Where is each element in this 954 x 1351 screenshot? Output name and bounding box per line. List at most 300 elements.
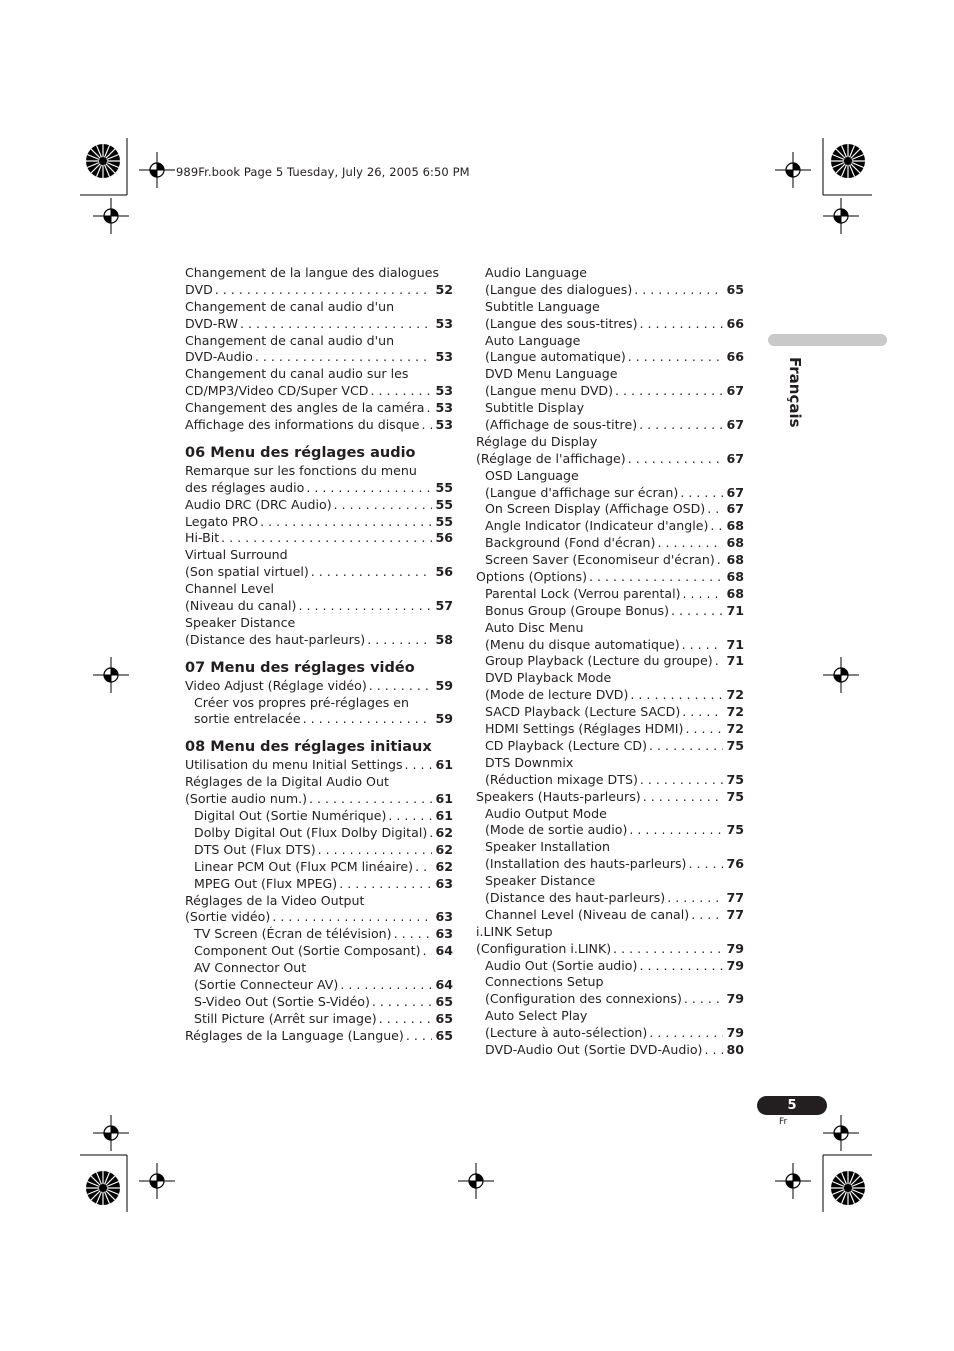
toc-leader-dots bbox=[392, 926, 433, 943]
toc-leader-dots bbox=[680, 704, 723, 721]
toc-entry-text: Créer vos propres pré-réglages en bbox=[194, 694, 409, 710]
toc-entry bbox=[185, 842, 453, 859]
toc-section-heading bbox=[185, 659, 453, 678]
toc-leader-dots bbox=[258, 514, 432, 531]
toc-page-number: 66 bbox=[726, 349, 744, 365]
toc-entry bbox=[476, 501, 744, 518]
toc-leader-dots bbox=[637, 958, 723, 975]
toc-entry-text: Changement de la langue des dialogues bbox=[185, 265, 440, 280]
toc-entry-text: DVD-Audio bbox=[185, 349, 253, 365]
toc-entry bbox=[476, 383, 744, 400]
toc-entry-text: MPEG Out (Flux MPEG) bbox=[194, 875, 338, 891]
toc-entry bbox=[476, 637, 744, 654]
toc-leader-dots bbox=[316, 842, 433, 859]
toc-leader-dots bbox=[309, 564, 433, 581]
toc-entry bbox=[476, 417, 744, 434]
toc-entry bbox=[476, 603, 744, 620]
toc-left-column bbox=[185, 265, 453, 1045]
toc-page-number: 56 bbox=[435, 564, 453, 580]
toc-entry-text: (Niveau du canal) bbox=[185, 598, 297, 614]
toc-leader-dots bbox=[686, 856, 723, 873]
toc-entry bbox=[185, 547, 453, 564]
toc-entry bbox=[185, 598, 453, 615]
toc-entry-text: TV Screen (Écran de télévision) bbox=[194, 926, 392, 942]
toc-leader-dots bbox=[337, 876, 432, 893]
toc-page-number: 80 bbox=[726, 1041, 744, 1057]
toc-page-number: 68 bbox=[726, 552, 744, 568]
toc-entry-text: Audio Out (Sortie audio) bbox=[485, 957, 638, 973]
toc-entry bbox=[476, 400, 744, 417]
toc-entry bbox=[185, 926, 453, 943]
toc-page-number: 65 bbox=[726, 281, 744, 297]
toc-entry bbox=[476, 535, 744, 552]
toc-entry bbox=[476, 991, 744, 1008]
toc-entry-text: DVD-Audio Out (Sortie DVD-Audio) bbox=[485, 1041, 703, 1057]
toc-leader-dots bbox=[669, 603, 723, 620]
toc-entry-text: Dolby Digital Out (Flux Dolby Digital) bbox=[194, 824, 428, 840]
page-language-code: Fr bbox=[779, 1117, 788, 1127]
toc-page-number: 59 bbox=[435, 711, 453, 727]
toc-page-number: 67 bbox=[726, 450, 744, 466]
toc-entry bbox=[185, 960, 453, 977]
toc-entry bbox=[185, 711, 453, 728]
toc-page-number: 57 bbox=[435, 598, 453, 614]
toc-entry bbox=[476, 282, 744, 299]
toc-entry bbox=[185, 893, 453, 910]
toc-page-number: 55 bbox=[435, 513, 453, 529]
toc-entry bbox=[476, 721, 744, 738]
toc-leader-dots bbox=[377, 1011, 433, 1028]
toc-entry-text: (Langue des sous-titres) bbox=[485, 315, 638, 331]
toc-page-number: 72 bbox=[726, 721, 744, 737]
toc-page-number: 53 bbox=[435, 417, 453, 433]
toc-leader-dots bbox=[647, 1025, 723, 1042]
file-info-header: 989Fr.book Page 5 Tuesday, July 26, 2005 6:50 PM bbox=[176, 165, 470, 179]
toc-entry-text: Réglage du Display bbox=[476, 433, 598, 449]
toc-entry bbox=[185, 530, 453, 547]
toc-entry-text: Auto Disc Menu bbox=[485, 619, 584, 635]
toc-entry-text: (Langue automatique) bbox=[485, 349, 626, 365]
toc-entry bbox=[185, 757, 453, 774]
toc-entry-text: Changement du canal audio sur les bbox=[185, 366, 409, 382]
toc-page-number: 72 bbox=[726, 687, 744, 703]
toc-page-number: 63 bbox=[435, 875, 453, 891]
toc-entry-text: Audio Output Mode bbox=[485, 805, 607, 821]
toc-page-number: 62 bbox=[435, 824, 453, 840]
toc-leader-dots bbox=[680, 637, 724, 654]
toc-section-heading bbox=[185, 738, 453, 757]
toc-entry bbox=[476, 569, 744, 586]
toc-page-number: 71 bbox=[726, 653, 744, 669]
toc-page-number: 55 bbox=[435, 496, 453, 512]
toc-page-number: 61 bbox=[435, 757, 453, 773]
toc-page-number: 65 bbox=[435, 1010, 453, 1026]
toc-entry-text: DTS Out (Flux DTS) bbox=[194, 841, 316, 857]
toc-entry-text: Auto Language bbox=[485, 332, 581, 348]
toc-page-number: 76 bbox=[726, 856, 744, 872]
toc-leader-dots bbox=[637, 417, 723, 434]
toc-entry-text: SACD Playback (Lecture SACD) bbox=[485, 704, 681, 720]
toc-entry bbox=[185, 977, 453, 994]
toc-leader-dots bbox=[638, 316, 724, 333]
toc-entry bbox=[476, 806, 744, 823]
toc-page-number: 56 bbox=[435, 530, 453, 546]
toc-entry-text: (Affichage de sous-titre) bbox=[485, 417, 638, 433]
toc-page-number: 65 bbox=[435, 1027, 453, 1043]
toc-page-number: 75 bbox=[726, 788, 744, 804]
toc-page-number: 68 bbox=[726, 518, 744, 534]
toc-entry-text: Changement de canal audio d'un bbox=[185, 332, 395, 348]
toc-entry-text: Réglages de la Digital Audio Out bbox=[185, 774, 389, 790]
toc-page-number: 62 bbox=[435, 858, 453, 874]
toc-entry bbox=[185, 514, 453, 531]
toc-entry bbox=[185, 333, 453, 350]
toc-page-number: 79 bbox=[726, 957, 744, 973]
toc-entry-text: DVD-RW bbox=[185, 315, 239, 331]
toc-section-heading bbox=[185, 444, 453, 463]
toc-entry bbox=[476, 907, 744, 924]
toc-entry-text: Subtitle Language bbox=[485, 298, 600, 314]
toc-entry-text: des réglages audio bbox=[185, 479, 305, 495]
toc-entry-text: (Réglage de l'affichage) bbox=[476, 450, 626, 466]
toc-entry-text: AV Connector Out bbox=[194, 960, 307, 976]
toc-entry bbox=[185, 825, 453, 842]
toc-entry bbox=[476, 653, 744, 670]
toc-entry bbox=[476, 670, 744, 687]
toc-page-number: 68 bbox=[726, 535, 744, 551]
toc-entry bbox=[476, 924, 744, 941]
toc-page-number: 66 bbox=[726, 315, 744, 331]
toc-entry-text: 06 Menu des réglages audio bbox=[185, 444, 416, 461]
toc-entry-text: OSD Language bbox=[485, 467, 579, 483]
toc-entry-text: CD Playback (Lecture CD) bbox=[485, 737, 648, 753]
toc-page-number: 52 bbox=[435, 281, 453, 297]
toc-leader-dots bbox=[682, 991, 724, 1008]
toc-page-number: 79 bbox=[726, 1025, 744, 1041]
toc-leader-dots bbox=[421, 943, 433, 960]
toc-entry bbox=[476, 839, 744, 856]
toc-entry-text: DVD Playback Mode bbox=[485, 670, 612, 686]
toc-entry-text: Background (Fond d'écran) bbox=[485, 535, 656, 551]
toc-entry bbox=[185, 1011, 453, 1028]
toc-page-number: 75 bbox=[726, 737, 744, 753]
toc-entry bbox=[476, 552, 744, 569]
toc-entry-text: CD/MP3/Video CD/Super VCD bbox=[185, 383, 369, 399]
toc-entry-text: Channel Level (Niveau de canal) bbox=[485, 906, 690, 922]
toc-leader-dots bbox=[715, 552, 724, 569]
toc-entry bbox=[476, 755, 744, 772]
toc-leader-dots bbox=[632, 282, 723, 299]
toc-leader-dots bbox=[626, 451, 724, 468]
toc-entry bbox=[185, 316, 453, 333]
toc-entry-text: Affichage des informations du disque bbox=[185, 417, 420, 433]
toc-entry bbox=[476, 772, 744, 789]
toc-page-number: 53 bbox=[435, 315, 453, 331]
toc-entry-text: Still Picture (Arrêt sur image) bbox=[194, 1010, 377, 1026]
toc-page-number: 61 bbox=[435, 791, 453, 807]
toc-leader-dots bbox=[689, 907, 723, 924]
toc-leader-dots bbox=[626, 349, 724, 366]
toc-leader-dots bbox=[628, 687, 723, 704]
toc-leader-dots bbox=[705, 501, 723, 518]
toc-page-number: 58 bbox=[435, 631, 453, 647]
toc-entry bbox=[476, 1008, 744, 1025]
toc-page-number: 53 bbox=[435, 349, 453, 365]
toc-entry bbox=[476, 1042, 744, 1059]
toc-entry bbox=[185, 497, 453, 514]
toc-leader-dots bbox=[365, 632, 432, 649]
toc-page-number: 72 bbox=[726, 704, 744, 720]
toc-entry-text: (Distance des haut-parleurs) bbox=[485, 889, 666, 905]
toc-entry-text: Audio DRC (DRC Audio) bbox=[185, 496, 332, 512]
toc-entry bbox=[185, 581, 453, 598]
toc-page-number: 61 bbox=[435, 808, 453, 824]
toc-entry-text: Linear PCM Out (Flux PCM linéaire) bbox=[194, 858, 414, 874]
toc-entry-text: Hi-Bit bbox=[185, 530, 220, 546]
toc-leader-dots bbox=[419, 417, 432, 434]
toc-leader-dots bbox=[238, 316, 432, 333]
toc-leader-dots bbox=[213, 282, 433, 299]
toc-leader-dots bbox=[611, 941, 723, 958]
toc-leader-dots bbox=[403, 757, 433, 774]
toc-entry bbox=[185, 774, 453, 791]
toc-page-number: 67 bbox=[726, 417, 744, 433]
toc-leader-dots bbox=[655, 535, 723, 552]
toc-page-number: 79 bbox=[726, 991, 744, 1007]
toc-entry bbox=[476, 316, 744, 333]
toc-entry-text: HDMI Settings (Réglages HDMI) bbox=[485, 721, 684, 737]
toc-leader-dots bbox=[413, 859, 432, 876]
toc-entry bbox=[185, 943, 453, 960]
toc-entry-text: (Menu du disque automatique) bbox=[485, 636, 680, 652]
toc-page-number: 67 bbox=[726, 383, 744, 399]
toc-entry-text: DVD Menu Language bbox=[485, 366, 618, 382]
toc-entry-text: Options (Options) bbox=[476, 569, 588, 585]
toc-entry bbox=[185, 383, 453, 400]
toc-entry bbox=[476, 890, 744, 907]
toc-entry-text: i.LINK Setup bbox=[476, 923, 553, 939]
toc-entry-text: Digital Out (Sortie Numérique) bbox=[194, 808, 387, 824]
toc-entry bbox=[185, 678, 453, 695]
toc-page-number: 64 bbox=[435, 976, 453, 992]
toc-entry bbox=[185, 400, 453, 417]
toc-entry bbox=[476, 299, 744, 316]
toc-entry-text: (Sortie vidéo) bbox=[185, 909, 271, 925]
toc-page-number: 53 bbox=[435, 400, 453, 416]
toc-entry bbox=[185, 876, 453, 893]
toc-leader-dots bbox=[219, 530, 432, 547]
toc-entry bbox=[476, 518, 744, 535]
toc-page-number: 75 bbox=[726, 771, 744, 787]
toc-entry-text: On Screen Display (Affichage OSD) bbox=[485, 501, 706, 517]
toc-entry bbox=[185, 564, 453, 581]
toc-entry bbox=[476, 822, 744, 839]
toc-entry bbox=[476, 958, 744, 975]
toc-leader-dots bbox=[647, 738, 723, 755]
toc-entry-text: Réglages de la Language (Langue) bbox=[185, 1027, 404, 1043]
toc-leader-dots bbox=[404, 1028, 433, 1045]
toc-entry bbox=[185, 632, 453, 649]
toc-entry-text: S-Video Out (Sortie S-Vidéo) bbox=[194, 993, 370, 1009]
toc-leader-dots bbox=[270, 909, 432, 926]
toc-entry bbox=[185, 994, 453, 1011]
toc-leader-dots bbox=[641, 789, 724, 806]
toc-entry bbox=[476, 738, 744, 755]
toc-entry bbox=[476, 485, 744, 502]
toc-page-number: 71 bbox=[726, 602, 744, 618]
toc-entry-text: DVD bbox=[185, 281, 213, 297]
toc-entry-text: Virtual Surround bbox=[185, 547, 288, 563]
toc-entry-text: (Réduction mixage DTS) bbox=[485, 771, 638, 787]
toc-entry-text: 08 Menu des réglages initiaux bbox=[185, 739, 432, 756]
toc-entry bbox=[476, 265, 744, 282]
toc-entry bbox=[185, 480, 453, 497]
toc-leader-dots bbox=[253, 349, 433, 366]
toc-entry bbox=[185, 299, 453, 316]
toc-entry bbox=[476, 687, 744, 704]
toc-page-number: 68 bbox=[726, 585, 744, 601]
toc-entry-text: Screen Saver (Economiseur d'écran) bbox=[485, 552, 715, 568]
toc-entry-text: (Configuration des connexions) bbox=[485, 991, 682, 1007]
toc-page-number: 64 bbox=[435, 943, 453, 959]
toc-entry-text: DTS Downmix bbox=[485, 754, 574, 770]
toc-entry-text: Video Adjust (Réglage vidéo) bbox=[185, 677, 367, 693]
toc-entry bbox=[476, 704, 744, 721]
toc-entry bbox=[476, 620, 744, 637]
toc-entry-text: Component Out (Sortie Composant) bbox=[194, 943, 421, 959]
toc-leader-dots bbox=[638, 772, 724, 789]
toc-leader-dots bbox=[304, 480, 432, 497]
toc-entry bbox=[185, 615, 453, 632]
toc-entry-text: (Lecture à auto-sélection) bbox=[485, 1025, 648, 1041]
toc-page-number: 55 bbox=[435, 479, 453, 495]
toc-entry-text: Speakers (Hauts-parleurs) bbox=[476, 788, 641, 804]
toc-entry bbox=[185, 417, 453, 434]
toc-page-number: 59 bbox=[435, 677, 453, 693]
toc-leader-dots bbox=[307, 791, 432, 808]
toc-entry bbox=[476, 1025, 744, 1042]
toc-entry-text: (Son spatial virtuel) bbox=[185, 564, 309, 580]
toc-entry-text: (Distance des haut-parleurs) bbox=[185, 631, 366, 647]
toc-leader-dots bbox=[332, 497, 433, 514]
toc-entry bbox=[185, 695, 453, 712]
toc-leader-dots bbox=[587, 569, 723, 586]
toc-entry bbox=[476, 434, 744, 451]
toc-leader-dots bbox=[370, 994, 433, 1011]
toc-page-number: 75 bbox=[726, 822, 744, 838]
toc-entry-text: Subtitle Display bbox=[485, 400, 585, 416]
toc-entry bbox=[185, 1028, 453, 1045]
toc-leader-dots bbox=[368, 383, 432, 400]
toc-entry bbox=[185, 808, 453, 825]
toc-entry bbox=[185, 282, 453, 299]
toc-entry-text: Speaker Distance bbox=[485, 873, 596, 889]
toc-entry-text: Réglages de la Video Output bbox=[185, 892, 365, 908]
toc-entry-text: (Langue d'affichage sur écran) bbox=[485, 484, 679, 500]
toc-page-number: 63 bbox=[435, 926, 453, 942]
toc-leader-dots bbox=[713, 653, 724, 670]
toc-entry-text: Channel Level bbox=[185, 581, 274, 597]
toc-leader-dots bbox=[678, 485, 723, 502]
toc-entry-text: Changement des angles de la caméra bbox=[185, 400, 425, 416]
toc-entry bbox=[476, 451, 744, 468]
toc-leader-dots bbox=[424, 400, 432, 417]
toc-leader-dots bbox=[613, 383, 723, 400]
toc-leader-dots bbox=[665, 890, 723, 907]
toc-page-number: 62 bbox=[435, 841, 453, 857]
toc-entry bbox=[476, 333, 744, 350]
toc-entry bbox=[476, 468, 744, 485]
toc-entry-text: (Sortie Connecteur AV) bbox=[194, 976, 339, 992]
language-tab bbox=[768, 334, 887, 346]
toc-entry bbox=[476, 366, 744, 383]
toc-entry-text: Group Playback (Lecture du groupe) bbox=[485, 653, 713, 669]
toc-entry-text: Speaker Distance bbox=[185, 614, 296, 630]
toc-entry-text: (Langue menu DVD) bbox=[485, 383, 614, 399]
toc-entry-text: Connections Setup bbox=[485, 974, 604, 990]
toc-entry bbox=[476, 349, 744, 366]
toc-page-number: 68 bbox=[726, 569, 744, 585]
toc-entry bbox=[476, 873, 744, 890]
toc-leader-dots bbox=[386, 808, 432, 825]
toc-entry bbox=[185, 463, 453, 480]
toc-entry bbox=[476, 789, 744, 806]
toc-entry-text: Bonus Group (Groupe Bonus) bbox=[485, 602, 670, 618]
toc-page-number: 67 bbox=[726, 484, 744, 500]
toc-entry-text: Angle Indicator (Indicateur d'angle) bbox=[485, 518, 709, 534]
toc-page-number: 65 bbox=[435, 993, 453, 1009]
toc-entry-text: Utilisation du menu Initial Settings bbox=[185, 757, 403, 773]
toc-page-number: 71 bbox=[726, 636, 744, 652]
toc-entry-text: Speaker Installation bbox=[485, 839, 610, 855]
toc-leader-dots bbox=[367, 678, 433, 695]
toc-entry bbox=[476, 856, 744, 873]
toc-leader-dots bbox=[338, 977, 432, 994]
toc-page-number: 63 bbox=[435, 909, 453, 925]
language-label: Français bbox=[786, 357, 804, 428]
toc-entry bbox=[185, 909, 453, 926]
toc-leader-dots bbox=[627, 822, 723, 839]
toc-page-number: 77 bbox=[726, 889, 744, 905]
toc-entry-text: Parental Lock (Verrou parental) bbox=[485, 585, 681, 601]
toc-entry-text: (Mode de sortie audio) bbox=[485, 822, 628, 838]
toc-leader-dots bbox=[296, 598, 432, 615]
toc-entry-text: (Mode de lecture DVD) bbox=[485, 687, 629, 703]
toc-entry-text: (Sortie audio num.) bbox=[185, 791, 308, 807]
toc-leader-dots bbox=[683, 721, 723, 738]
toc-entry-text: (Installation des hauts-parleurs) bbox=[485, 856, 687, 872]
toc-entry bbox=[185, 791, 453, 808]
toc-page-number: 77 bbox=[726, 906, 744, 922]
toc-leader-dots bbox=[681, 586, 724, 603]
toc-entry bbox=[185, 859, 453, 876]
toc-entry bbox=[476, 941, 744, 958]
toc-leader-dots bbox=[708, 518, 723, 535]
toc-entry-text: (Langue des dialogues) bbox=[485, 281, 633, 297]
toc-entry bbox=[185, 265, 453, 282]
toc-right-column bbox=[476, 265, 744, 1059]
toc-leader-dots bbox=[702, 1042, 723, 1059]
toc-page-number: 53 bbox=[435, 383, 453, 399]
toc-entry-text: Auto Select Play bbox=[485, 1008, 588, 1024]
toc-entry-text: (Configuration i.LINK) bbox=[476, 940, 612, 956]
toc-entry-text: 07 Menu des réglages vidéo bbox=[185, 659, 415, 676]
toc-leader-dots bbox=[301, 711, 433, 728]
toc-page-number: 79 bbox=[726, 940, 744, 956]
toc-entry bbox=[476, 974, 744, 991]
toc-entry-text: sortie entrelacée bbox=[194, 711, 301, 727]
toc-entry bbox=[185, 349, 453, 366]
